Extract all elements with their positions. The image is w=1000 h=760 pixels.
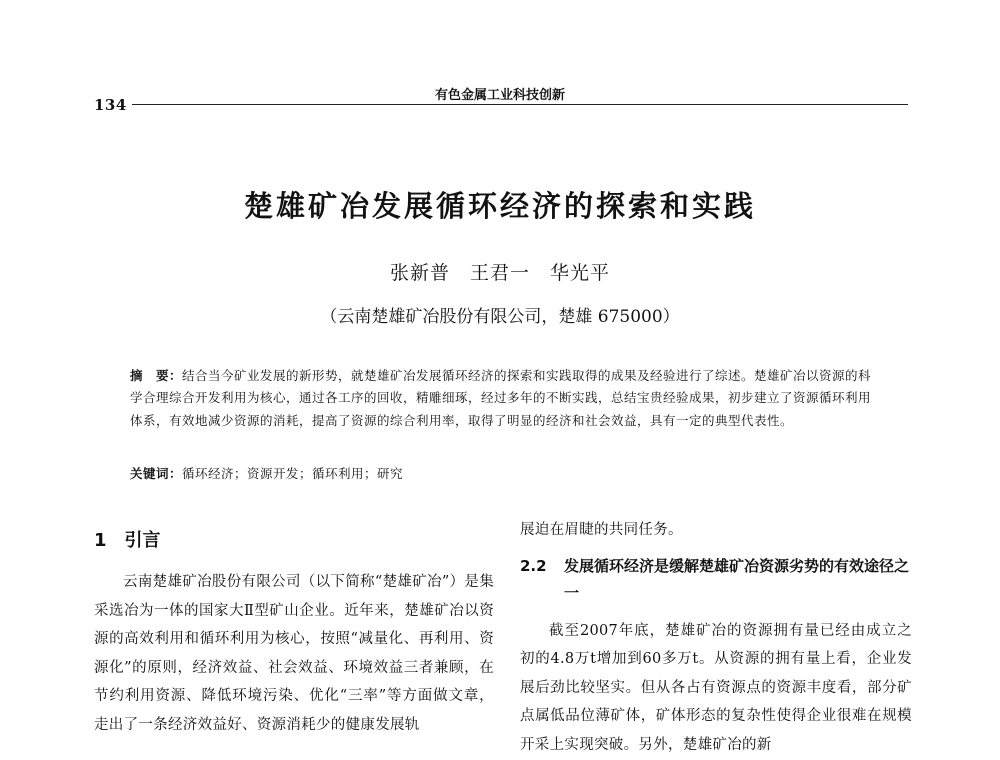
left-column [94, 526, 494, 740]
article-title: 楚雄矿冶发展循环经济的探索和实践 [243, 189, 756, 223]
subsection-title: 发展循环经济是缓解楚雄矿冶资源劣势的有效途径之一 [564, 556, 910, 602]
journal-title: 有色金属工业科技创新 [434, 88, 565, 103]
right-column [520, 516, 912, 760]
page-number: 134 [94, 96, 127, 114]
abstract [130, 365, 882, 432]
article-affiliation: （云南楚雄矿冶股份有限公司，楚雄 675000） [320, 307, 680, 327]
abstract-label: 摘 要： [130, 368, 183, 383]
subsection-heading [520, 553, 912, 607]
intro-paragraph: 云南楚雄矿冶股份有限公司（以下简称“楚雄矿冶”）是集采选冶为一体的国家大Ⅱ型矿山企业。近年来，楚雄矿冶以资源的高效利用和循环利用为核心，按照“减量化、再利用、资源化”的原则，经济效益、社会效益、环境效益三者兼顾，在节约利用资源、降低环境污染、优化“三率”等方面做文章，走出了一条经济效益好、资源消耗少的健康发展轨 [94, 574, 494, 733]
keywords [130, 464, 882, 482]
keywords-label: 关键词： [130, 466, 183, 481]
section-number: 1 [94, 530, 107, 551]
section-title: 引言 [124, 530, 161, 551]
body-paragraph: 截至2007年底，楚雄矿冶的资源拥有量已经由成立之初的4.8万t增加到60多万t。从资源的拥有量上看，企业发展后劲比较坚实。但从各占有资源点的资源丰度看，部分矿点属低品位薄矿体，矿体形态的复杂性使得企业很难在规模开采上实现突破。另外，楚雄矿冶的新 [520, 622, 912, 753]
keywords-text: 循环经济；资源开发；循环利用；研究 [182, 466, 404, 481]
article-authors: 张新普 王君一 华光平 [389, 262, 610, 284]
subsection-number: 2.2 [520, 556, 547, 575]
header-rule [132, 104, 908, 105]
continuation-text: 展迫在眉睫的共同任务。 [520, 522, 683, 538]
section-heading [94, 526, 494, 552]
abstract-text: 结合当今矿业发展的新形势，就楚雄矿冶发展循环经济的探索和实践取得的成果及经验进行了综述。楚雄矿冶以资源的科学合理综合开发利用为核心，通过各工序的回收，精雕细琢，经过多年的不断实践，总结宝贵经验成果，初步建立了资源循环利用体系，有效地减少资源的消耗，提高了资源的综合利用率，取得了明显的经济和社会效益，具有一定的典型代表性。 [130, 368, 872, 428]
